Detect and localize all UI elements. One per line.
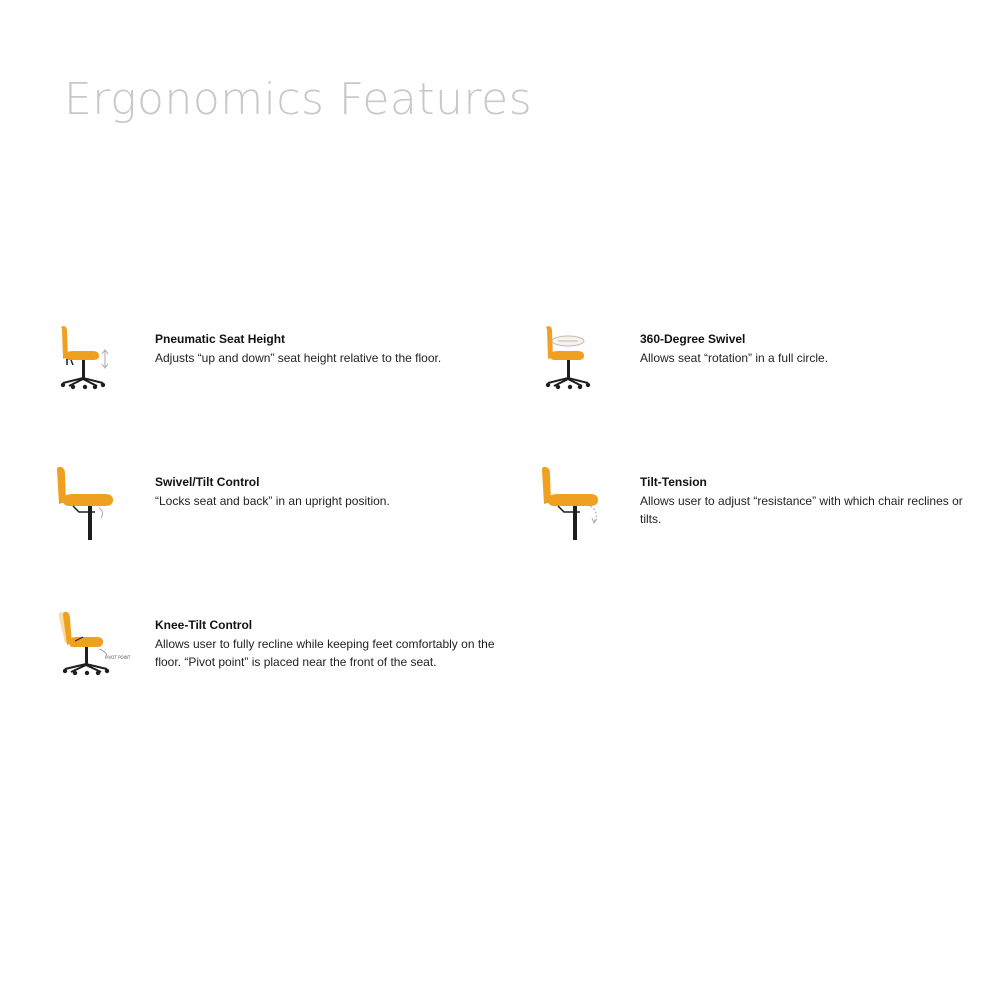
feature-title: 360-Degree Swivel — [640, 332, 746, 346]
knee-tilt-control-icon — [55, 609, 131, 689]
feature-description: “Locks seat and back” in an upright position. — [155, 494, 390, 508]
swivel-tilt-control-icon — [55, 466, 125, 546]
feature-description: Allows user to fully recline while keeping feet comfortably on the floor. “Pivot point” is placed near the front of the seat. — [155, 637, 495, 669]
feature-description: Adjusts “up and down” seat height relative to the floor. — [155, 351, 442, 365]
feature-title: Pneumatic Seat Height — [155, 332, 286, 346]
page-title: Ergonomics Features — [64, 74, 533, 125]
feature-title: Swivel/Tilt Control — [155, 475, 260, 489]
feature-title: Knee-Tilt Control — [155, 618, 253, 632]
pneumatic-seat-height-icon — [55, 323, 125, 403]
feature-title: Tilt-Tension — [640, 475, 707, 489]
swivel-360-icon — [540, 323, 610, 403]
pivot-point-label: PIVOT POINT — [105, 655, 131, 660]
feature-description: Allows seat “rotation” in a full circle. — [640, 351, 829, 365]
feature-description: Allows user to adjust “resistance” with which chair reclines or tilts. — [640, 494, 963, 526]
tilt-tension-icon — [540, 466, 610, 546]
